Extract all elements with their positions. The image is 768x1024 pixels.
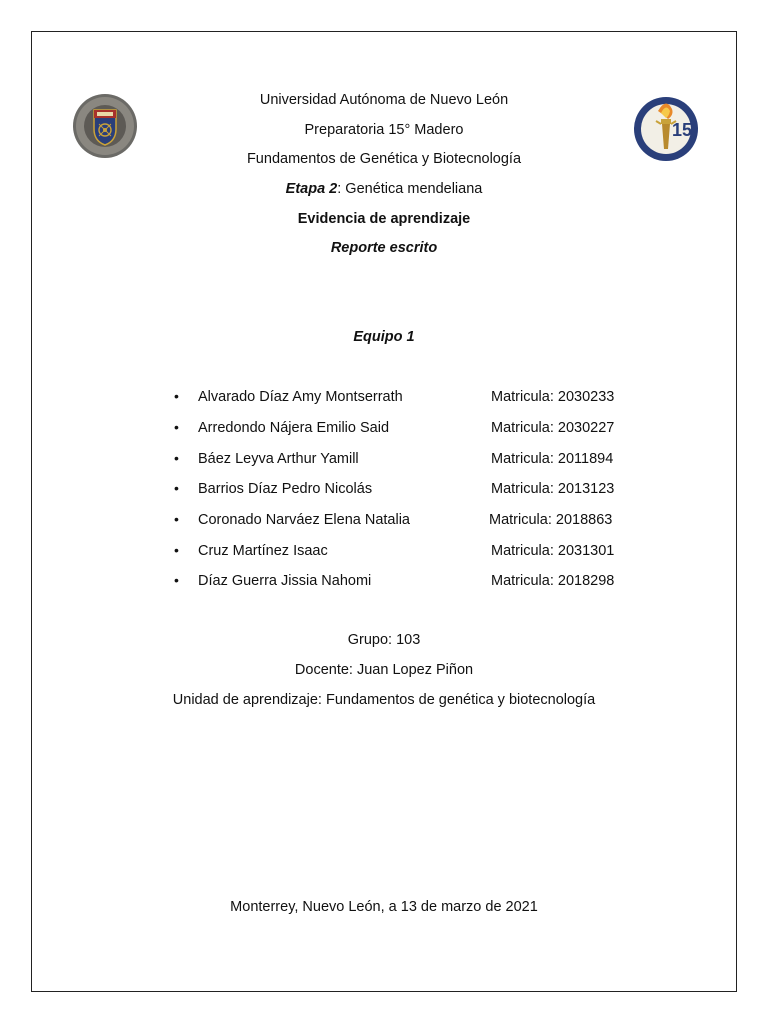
- list-item: [32, 388, 736, 406]
- university-name: Universidad Autónoma de Nuevo León: [259, 92, 509, 108]
- list-item: [32, 419, 736, 437]
- member-matricula: Matricula: 2030227: [491, 420, 615, 436]
- member-matricula: Matricula: 2013123: [491, 481, 615, 497]
- list-item: [32, 480, 736, 498]
- group-line: Grupo: 103: [347, 632, 421, 648]
- bullet: •: [174, 388, 179, 404]
- course-name: Fundamentos de Genética y Biotecnología: [246, 151, 522, 167]
- list-item: [32, 542, 736, 560]
- member-matricula: Matricula: 2031301: [491, 543, 615, 559]
- list-item: [32, 572, 736, 590]
- member-name: Barrios Díaz Pedro Nicolás: [198, 481, 373, 497]
- teacher-line: Docente: Juan Lopez Piñon: [294, 662, 474, 678]
- member-name: Díaz Guerra Jissia Nahomi: [198, 573, 372, 589]
- bullet: •: [174, 450, 179, 466]
- member-name: Coronado Narváez Elena Natalia: [198, 512, 410, 528]
- bullet: •: [174, 511, 179, 527]
- member-name: Alvarado Díaz Amy Montserrath: [198, 389, 403, 405]
- member-name: Cruz Martínez Isaac: [198, 543, 328, 559]
- member-name: Báez Leyva Arthur Yamill: [198, 451, 359, 467]
- member-matricula: Matricula: 2018298: [491, 573, 615, 589]
- member-name: Arredondo Nájera Emilio Said: [198, 420, 390, 436]
- member-matricula: Matricula: 2030233: [491, 389, 615, 405]
- bullet: •: [174, 542, 179, 558]
- prepa-number: 15: [671, 120, 693, 140]
- bullet: •: [174, 480, 179, 496]
- stage-label: Etapa 2: [285, 181, 338, 197]
- bullet: •: [174, 572, 179, 588]
- member-matricula: Matricula: 2018863: [489, 512, 613, 528]
- school-name: Preparatoria 15° Madero: [304, 122, 464, 138]
- unit-line: Unidad de aprendizaje: Fundamentos de genética y biotecnología: [172, 692, 596, 708]
- document-page: [31, 31, 737, 992]
- bullet: •: [174, 419, 179, 435]
- list-item: [32, 450, 736, 468]
- report-title: Reporte escrito: [330, 240, 438, 256]
- stage-topic: : Genética mendeliana: [337, 181, 483, 197]
- team-title: Equipo 1: [353, 329, 415, 345]
- stage-line: [32, 180, 736, 198]
- place-date: Monterrey, Nuevo León, a 13 de marzo de 2021: [230, 899, 538, 915]
- list-item: [32, 511, 736, 529]
- member-matricula: Matricula: 2011894: [491, 451, 614, 467]
- evidence-title: Evidencia de aprendizaje: [297, 211, 471, 227]
